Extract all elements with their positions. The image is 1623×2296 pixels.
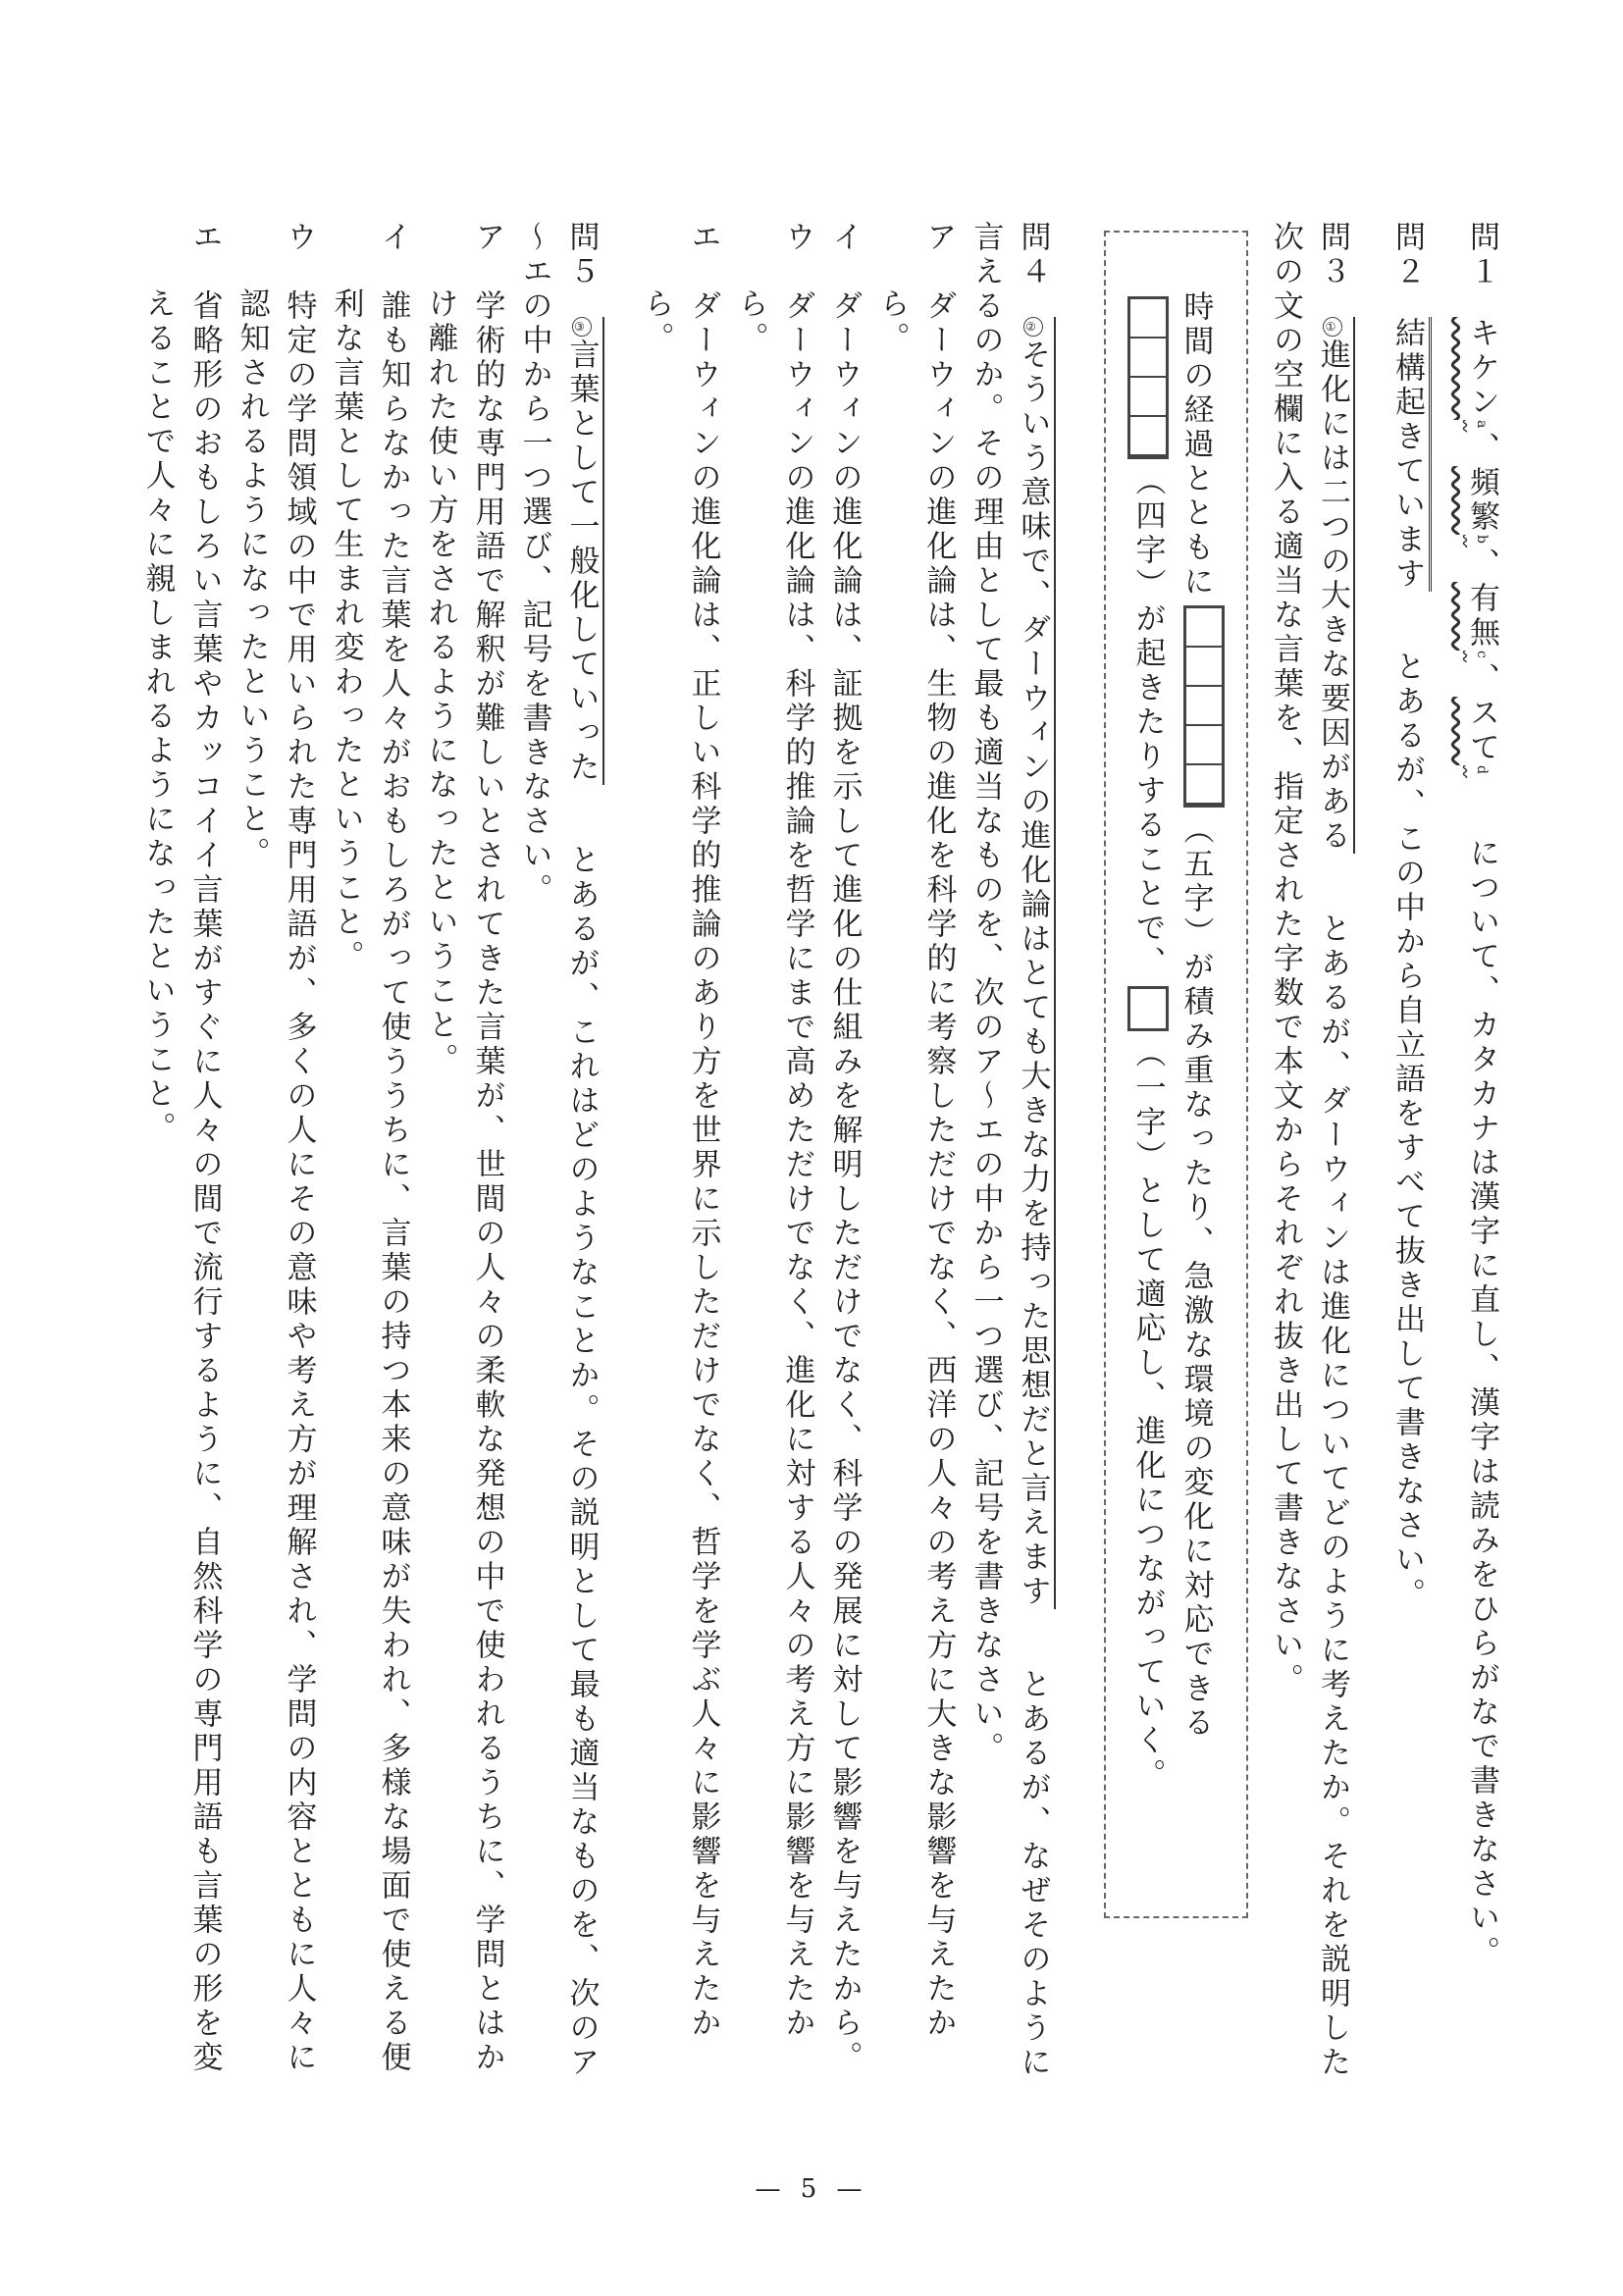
question-4 <box>633 221 1057 2085</box>
question-3 <box>1262 221 1356 2085</box>
q1-word-d: スて$^d$ <box>1464 697 1499 779</box>
question-2 <box>1384 221 1431 2085</box>
q5-choice-a: ア 学術的な専門用語で解釈が難しいとされてきた言葉が、世間の人々の柔軟な発想の中で使われるうちに、学問とはかけ離れた使い方をされるようになったということ。 <box>422 221 505 2075</box>
q2-instruction: とあるが、この中から自立語をすべて抜き出して書きなさい。 <box>1389 651 1425 1612</box>
q4-choice-i: イ ダーウィンの進化論は、証拠を示して進化の仕組みを解明しただけでなく、科学の発展に対して影響を与えたから。 <box>826 221 863 2075</box>
q4-quote: ②そういう意味で、ダーウィンの進化論はとても大きな力を持った思想だと言えます <box>1016 317 1056 1609</box>
question-1: 問１キケン$^a$、頻繁$^b$、有無$^c$、スて$^d$について、カタカナは漢字に直し、漢字は読みをひらがなで書きなさい。 <box>1458 221 1505 2085</box>
q1-word-b: 頻繁$^b$ <box>1464 466 1499 548</box>
q4-choice-u: ウ ダーウィンの進化論は、科学的推論を哲学にまで高めただけでなく、進化に対する人々の考え方に影響を与えたから。 <box>732 221 815 2041</box>
blank-one-char[interactable] <box>1127 986 1169 1031</box>
q5-choice-u: ウ 特定の学問領域の中で用いられた専門用語が、多くの人にその意味や考え方が理解され、学問の内容とともに人々に認知されるようになったということ。 <box>234 221 317 2075</box>
blank-five-chars[interactable] <box>1183 605 1225 808</box>
q4-choice-a: ア ダーウィンの進化論は、生物の進化を科学的に考察しただけでなく、西洋の人々の考え方に大きな影響を与えたから。 <box>873 221 957 2041</box>
q2-quote: 結構起きています <box>1389 317 1432 592</box>
q4-choice-e: エ ダーウィンの進化論は、正しい科学的推論のあり方を世界に示しただけでなく、哲学を学ぶ人々に影響を与えたから。 <box>638 221 721 2041</box>
q5-choice-e: エ 省略形のおもしろい言葉やカッコイイ言葉がすぐに人々の間で流行するように、自然科学の専門用語も言葉の形を変えることで人々に親しまれるようになったということ。 <box>139 221 223 2075</box>
q3-instruction: とあるが、ダーウィンは進化についてどのように考えたか。それを説明した次の文の空欄に入る適当な言葉を、指定された字数で本文からそれぞれ抜き出して書きなさい。 <box>1268 221 1350 2080</box>
question-4-number: 問４ <box>1015 221 1051 289</box>
page-number: — 5 — <box>755 2174 868 2204</box>
question-3-number: 問３ <box>1315 221 1350 289</box>
q5-choice-i: イ 誰も知らなかった言葉を人々がおもしろがって使ううちに、言葉の持つ本来の意味が失われ、多様な場面で使える便利な言葉として生まれ変わったということ。 <box>328 221 411 2075</box>
question-2-number: 問２ <box>1389 221 1425 289</box>
q1-instruction: について、カタカナは漢字に直し、漢字は読みをひらがなで書きなさい。 <box>1464 837 1499 1971</box>
question-5 <box>134 221 605 2085</box>
blank-four-chars[interactable] <box>1127 296 1169 459</box>
q5-instruction: とあるが、これはどのようなことか。その説明として最も適当なものを、次のア～エの中から一つ選び、記号を書きなさい。 <box>516 221 600 2080</box>
q4-instruction: とあるが、なぜそのように言えるのか。その理由として最も適当なものを、次のア～エの中から一つ選び、記号を書きなさい。 <box>968 221 1051 2080</box>
q5-quote: ③言葉として一般化していった <box>564 317 604 785</box>
question-1-number: 問１ <box>1464 221 1499 289</box>
question-5-number: 問５ <box>563 221 600 289</box>
vertical-text-block <box>92 221 1505 2085</box>
q1-word-c: 有無$^c$ <box>1464 582 1499 663</box>
q3-quote: ①進化には二つの大きな要因がある <box>1315 317 1355 854</box>
q3-fill-in-box: 時間の経過とともに（五字）が積み重なったり、急激な環境の変化に対応できる（四字）が起きたりすることで、（一字）として適応し、進化につながっていく。 <box>1104 231 1249 1918</box>
q1-word-a: キケン$^a$ <box>1464 317 1499 433</box>
